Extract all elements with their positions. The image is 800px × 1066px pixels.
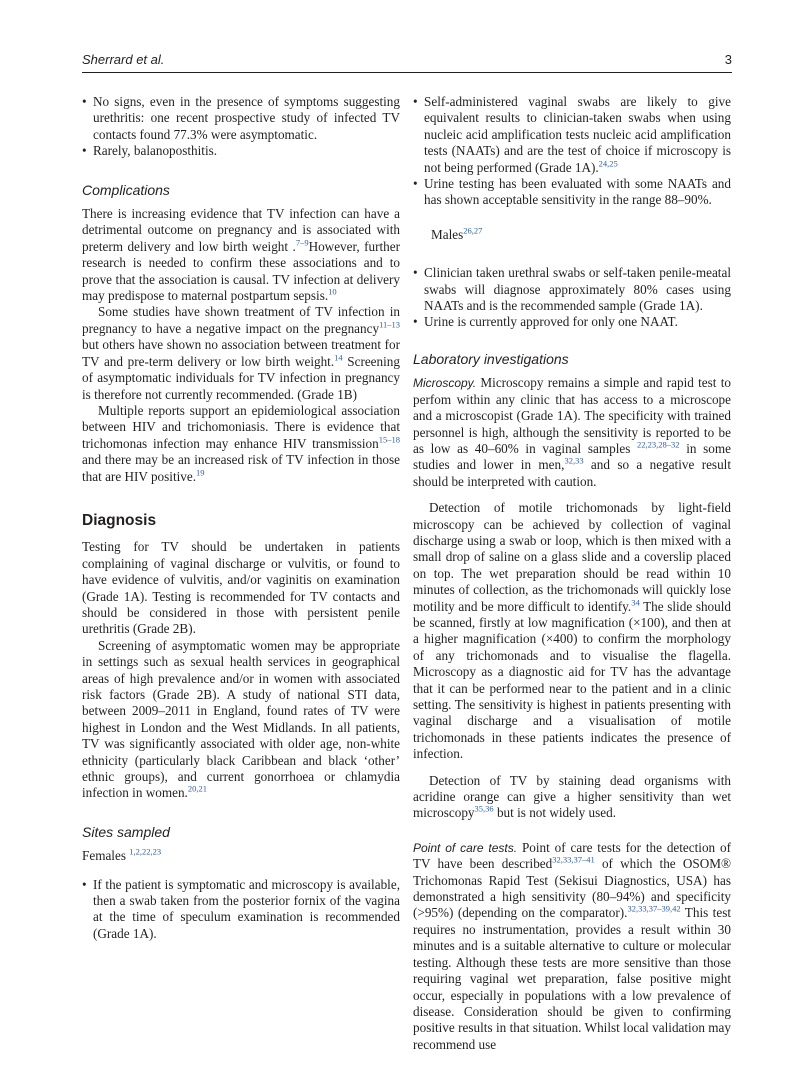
citation-link[interactable]: 10	[328, 286, 337, 297]
female-sites-bullets	[82, 877, 400, 943]
citation-link[interactable]: 22,23,28–32	[637, 439, 680, 450]
paragraph: Detection of TV by staining dead organisms with acridine orange can give a higher sensitivity than wet microscopy$^{35,36}$ but is not widely used.	[413, 772, 731, 821]
running-header	[82, 50, 732, 73]
symptom-bullets	[82, 94, 400, 160]
citation-link[interactable]: 24,25	[598, 158, 618, 169]
paragraph: Point of care tests. Point of care tests for the detection of TV have been described$^{32,33,37-41}$ of which the OSOM® Trichomonas Rapid Test (Sekisui Diagnostics, USA) has demonstrated a high sensitivity (80–94%) and specificity (>95%) (depending on the comparator).$^{32,33,37-39,42}$ This test requires no instrumentation, provides a result within 30 minutes and is a suitable alternative to culture or molecular testing. Although these tests are more sensitive than those requiring vaginal wet preparation, false positive might occur, especially in populations with a low prevalence of disease. Consideration should be given to confirming positive results in that situation. Whilst local validation may recommend use	[413, 839, 731, 1052]
list-item: • Clinician taken urethral swabs or self-taken penile-meatal swabs will diagnose approximately 80% cases using NAATs and is the recommended sample (Grade 1A).	[413, 265, 731, 314]
list-item: • Rarely, balanoposthitis.	[82, 143, 400, 159]
male-sites-bullets	[413, 265, 731, 331]
citation-link[interactable]: 19	[196, 467, 205, 478]
females-label: Females $^{1,2,22,23}$	[82, 846, 162, 864]
sites-sampled-heading: Sites sampled	[82, 823, 170, 840]
running-author: Sherrard et al.	[82, 52, 165, 67]
males-label: Males$^{26,27}$	[431, 225, 483, 242]
complications-heading: Complications	[82, 181, 170, 198]
female-sites-bullets-cont	[413, 94, 731, 209]
diagnosis-heading: Diagnosis	[82, 511, 157, 529]
microscopy-runin: Microscopy.	[413, 376, 477, 391]
citation-link[interactable]: 20,21	[187, 784, 207, 795]
paragraph: Testing for TV should be undertaken in patients complaining of vaginal discharge or vulvitis, or found to have evidence of vulvitis, and/or vaginitis on examination (Grade 1A). Testing is recommended for TV contacts and should be considered in those with persistent penile urethritis (Grade 2B).	[82, 539, 400, 637]
list-item: • If the patient is symptomatic and microscopy is available, then a swab taken from the posterior fornix of the vagina at the time of speculum examination is recommended (Grade 1A).	[82, 877, 400, 943]
citation-link[interactable]: 32,33,37–41	[552, 854, 595, 865]
list-item: • Urine is currently approved for only one NAAT.	[413, 314, 731, 330]
paragraph: Multiple reports support an epidemiological association between HIV and trichomoniasis. There is evidence that trichomonas infection may enhance HIV transmission$^{15-18}$ and there may be an increased risk of TV infection in those that are HIV positive.$^{19}$	[82, 402, 400, 484]
right-column	[413, 94, 731, 1053]
paragraph: Screening of asymptomatic women may be appropriate in settings such as sexual health services in geographical areas of high prevalence and/or in women with associated risk factors (Grade 2B). A study of national STI data, between 2009–2011 in England, found rates of TV were highest in London and the West Midlands. In all patients, TV was significantly associated with older age, non-white ethnicity (particularly black Caribbean and black ‘other’ ethnic groups), and current gonorrhoea or chlamydia infection in women.$^{20,21}$	[82, 637, 400, 801]
citation-link[interactable]: 34	[631, 597, 640, 608]
page-number: 3	[724, 52, 732, 67]
list-item: • Self-administered vaginal swabs are likely to give equivalent results to clinician-taken swabs when using nucleic acid amplification tests nucleic acid amplification tests (NAATs) and are the test of choice if microscopy is not being performed (Grade 1A).$^{24,25}$	[413, 94, 731, 176]
poc-runin: Point of care tests.	[413, 840, 518, 855]
list-item: • Urine testing has been evaluated with some NAATs and has shown acceptable sensitivity in the range 88–90%.	[413, 176, 731, 209]
citation-link[interactable]: 35,36	[474, 804, 494, 815]
citation-link[interactable]: 14	[334, 352, 343, 363]
citation-link[interactable]: 11–13	[379, 319, 400, 330]
left-column	[82, 94, 400, 942]
citation-link[interactable]: 26,27	[463, 225, 483, 236]
citation-link[interactable]: 15–18	[378, 434, 400, 445]
paragraph: Microscopy. Microscopy remains a simple and rapid test to perfom within any clinic that has access to a microscope and a microscopist (Grade 1A). The specificity with trained personnel is high, although the sensitivity is reported to be as low as 40–60% in vaginal samples $^{22,23,28-32}$ in some studies and lower in men,$^{32,33}$ and so a negative result should be interpreted with caution.	[413, 375, 731, 489]
paragraph: There is increasing evidence that TV infection can have a detrimental outcome on pregnancy and is associated with preterm delivery and low birth weight .$^{7-9}$However, further research is needed to confirm these associations and to prove that the association is causal. TV infection at delivery may predispose to maternal postpartum sepsis.$^{10}$	[82, 206, 400, 304]
citation-link[interactable]: 32,33	[564, 455, 584, 466]
citation-link[interactable]: 7–9	[295, 237, 309, 248]
list-item: • No signs, even in the presence of symptoms suggesting urethritis: one recent prospective study of infected TV contacts found 77.3% were asymptomatic.	[82, 94, 400, 143]
citation-link[interactable]: 1,2,22,23	[129, 846, 162, 857]
citation-link[interactable]: 32,33,37–39,42	[627, 904, 681, 915]
paragraph: Some studies have shown treatment of TV infection in pregnancy to have a negative impact on the pregnancy$^{11-13}$ but others have shown no association between treatment for TV and pre-term delivery or low birth weight.$^{14}$ Screening of asymptomatic individuals for TV infection in pregnancy is therefore not currently recommended. (Grade 1B)	[82, 304, 400, 402]
laboratory-heading: Laboratory investigations	[413, 350, 569, 367]
paragraph: Detection of motile trichomonads by light-field microscopy can be achieved by collection of vaginal discharge using a swab or loop, which is then mixed with a small drop of saline on a glass slide and a coverslip placed on top. The wet preparation should be read within 10 minutes of collection, as the trichomonads will quickly lose motility and be more difficult to identify.$^{34}$ The slide should be scanned, firstly at low magnification (×100), and then at a higher magnification (×400) to confirm the morphology of any trichomonads and to visualise the flagella. Microscopy as a diagnostic aid for TV has the advantage that it can be performed near to the patient and in a clinic setting. The sensitivity is highest in patients presenting with vaginal discharge and a visualisation of motile trichomonads in these patients indicates the presence of infection.	[413, 500, 731, 762]
